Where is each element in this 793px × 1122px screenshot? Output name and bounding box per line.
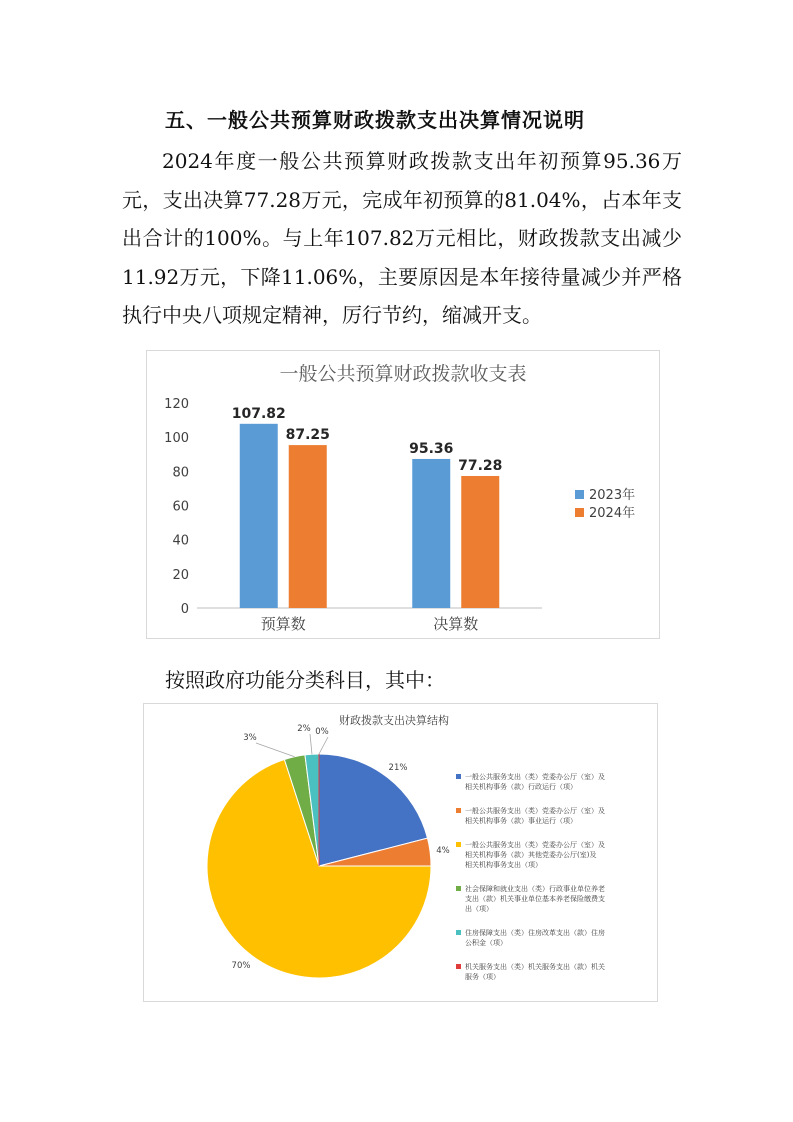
y-tick-label: 100 [164,431,189,447]
leader-line [310,734,312,754]
paragraph-text: 2024年度一般公共预算财政拨款支出年初预算95.36万元，支出决算77.28万元，完成年初预算的81.04%，占本年支出合计的100%。与上年107.82万元相比，财政拨款支出减少11.92万元，下降11.06%，主要原因是本年接待量减少并严格执行中央八项规定精神，厉行节约，缩减开支。 [122,149,682,327]
pct-label: 70% [231,961,251,971]
data-label: 95.36 [409,440,454,457]
pct-label: 4% [436,846,450,856]
legend-swatch [456,886,461,891]
pct-label: 3% [243,733,257,743]
pie-chart-container [143,703,658,1002]
legend-swatch [575,490,584,499]
leader-line [319,737,328,754]
y-tick-label: 120 [164,397,189,412]
y-tick-label: 60 [172,499,189,515]
bar [289,445,327,608]
section-line: 按照政府功能分类科目，其中： [165,668,445,692]
data-label: 107.82 [231,405,286,422]
y-tick-label: 0 [180,602,189,617]
chart-title: 财政拨款支出决算结构 [339,714,449,727]
legend-label: 2023年 [589,488,636,503]
y-tick-label: 40 [172,533,189,549]
legend-swatch [456,808,461,813]
y-tick-label: 80 [172,465,189,481]
legend-label: 2024年 [589,506,636,521]
section-heading: 五、一般公共预算财政拨款支出决算情况说明 [165,108,585,132]
legend-swatch [456,774,461,779]
bar-chart [147,351,659,638]
bar [412,459,450,608]
bar [240,424,278,608]
pie-chart [144,704,657,1001]
chart-title: 一般公共预算财政拨款收支表 [279,363,527,385]
pct-label: 2% [297,724,311,734]
y-tick-label: 20 [172,567,189,583]
legend-label: 一般公共服务支出（类）党委办公厅（室）及相关机构事务（款）其他党委办公厅(室)及相关机构事务支出（项） [465,841,605,869]
legend-label: 社会保障和就业支出（类）行政事业单位养老支出（款）机关事业单位基本养老保险缴费支出（项） [465,885,605,913]
data-label: 87.25 [285,427,330,444]
x-tick-label: 预算数 [260,615,306,633]
bar [461,476,499,608]
legend-label: 住房保障支出（类）住房改革支出（款）住房公积金（项） [465,929,605,947]
legend-swatch [456,930,461,935]
legend-swatch [575,508,584,517]
pct-label: 21% [388,763,408,773]
legend-label: 一般公共服务支出（类）党委办公厅（室）及相关机构事务（款）事业运行（项） [465,807,605,825]
legend-swatch [456,964,461,969]
legend-label: 一般公共服务支出（类）党委办公厅（室）及相关机构事务（款）行政运行（项） [465,773,605,791]
legend-swatch [456,842,461,847]
body-paragraph [122,142,682,335]
legend-label: 机关服务支出（类）机关服务支出（款）机关服务（项） [465,963,605,981]
x-tick-label: 决算数 [433,615,479,633]
pct-label: 0% [315,727,329,737]
data-label: 77.28 [458,457,503,474]
leader-line [256,743,295,757]
bar-chart-container [146,350,660,639]
